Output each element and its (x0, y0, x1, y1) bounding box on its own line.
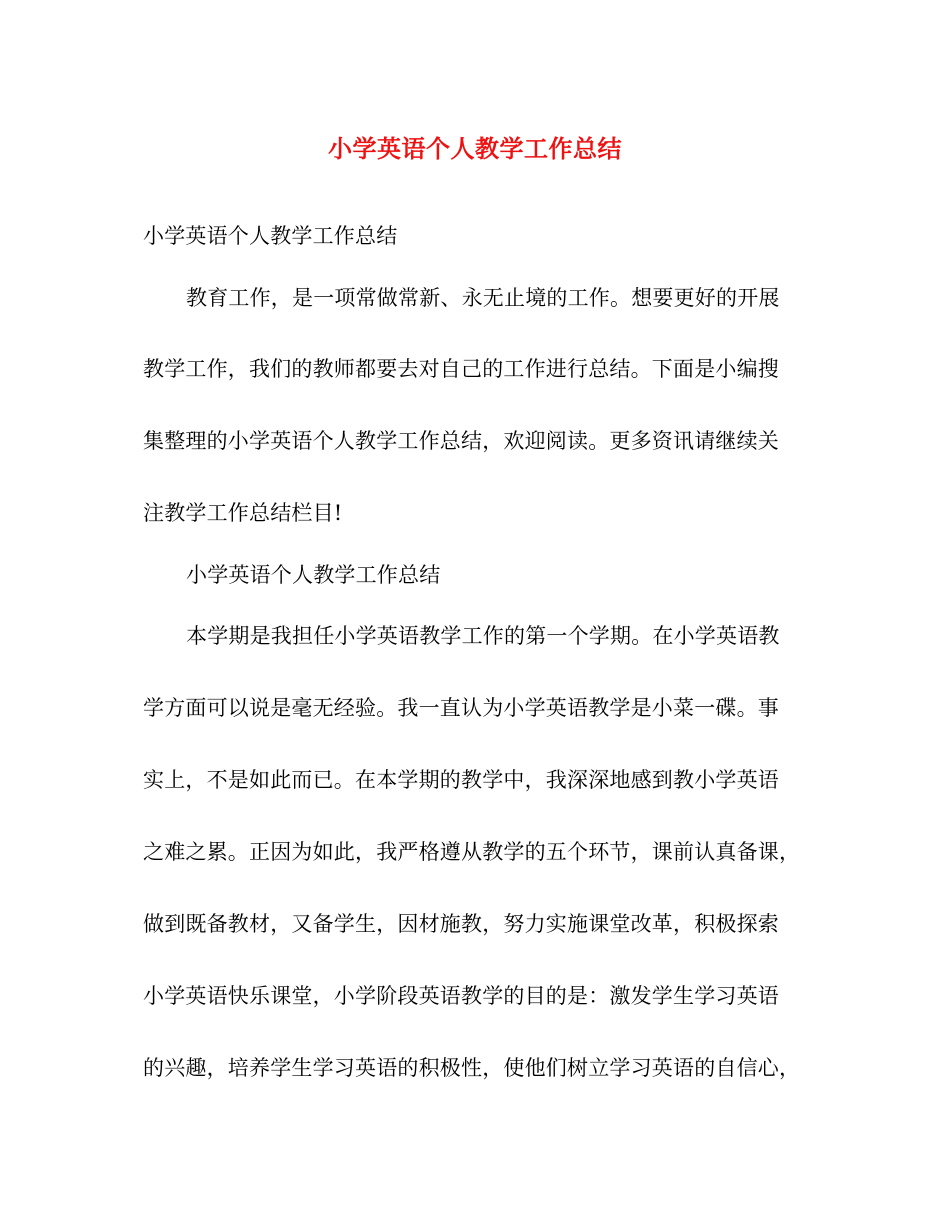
paragraph-line: 学方面可以说是毫无经验。我一直认为小学英语教学是小菜一碟。事 (143, 696, 779, 720)
paragraph-line: 教学工作，我们的教师都要去对自己的工作进行总结。下面是小编搜 (143, 357, 779, 381)
paragraph-line: 教育工作，是一项常做常新、永无止境的工作。想要更好的开展 (186, 286, 780, 310)
document-title: 小学英语个人教学工作总结 (328, 134, 622, 163)
document-subtitle: 小学英语个人教学工作总结 (143, 224, 398, 248)
paragraph-line: 实上，不是如此而已。在本学期的教学中，我深深地感到教小学英语 (143, 768, 779, 792)
paragraph-line: 的兴趣，培养学生学习英语的积极性，使他们树立学习英语的自信心， (143, 1056, 801, 1080)
paragraph-line: 集整理的小学英语个人教学工作总结，欢迎阅读。更多资讯请继续关 (143, 429, 779, 453)
paragraph-line: 小学英语快乐课堂，小学阶段英语教学的目的是：激发学生学习英语 (143, 984, 779, 1008)
paragraph-line: 之难之累。正因为如此，我严格遵从教学的五个环节，课前认真备课， (143, 840, 801, 864)
paragraph-line: 做到既备教材，又备学生，因材施教，努力实施课堂改革，积极探索 (143, 912, 779, 936)
paragraph-line: 注教学工作总结栏目! (143, 501, 343, 525)
paragraph-line: 本学期是我担任小学英语教学工作的第一个学期。在小学英语教 (186, 624, 780, 648)
section-heading: 小学英语个人教学工作总结 (186, 563, 441, 587)
